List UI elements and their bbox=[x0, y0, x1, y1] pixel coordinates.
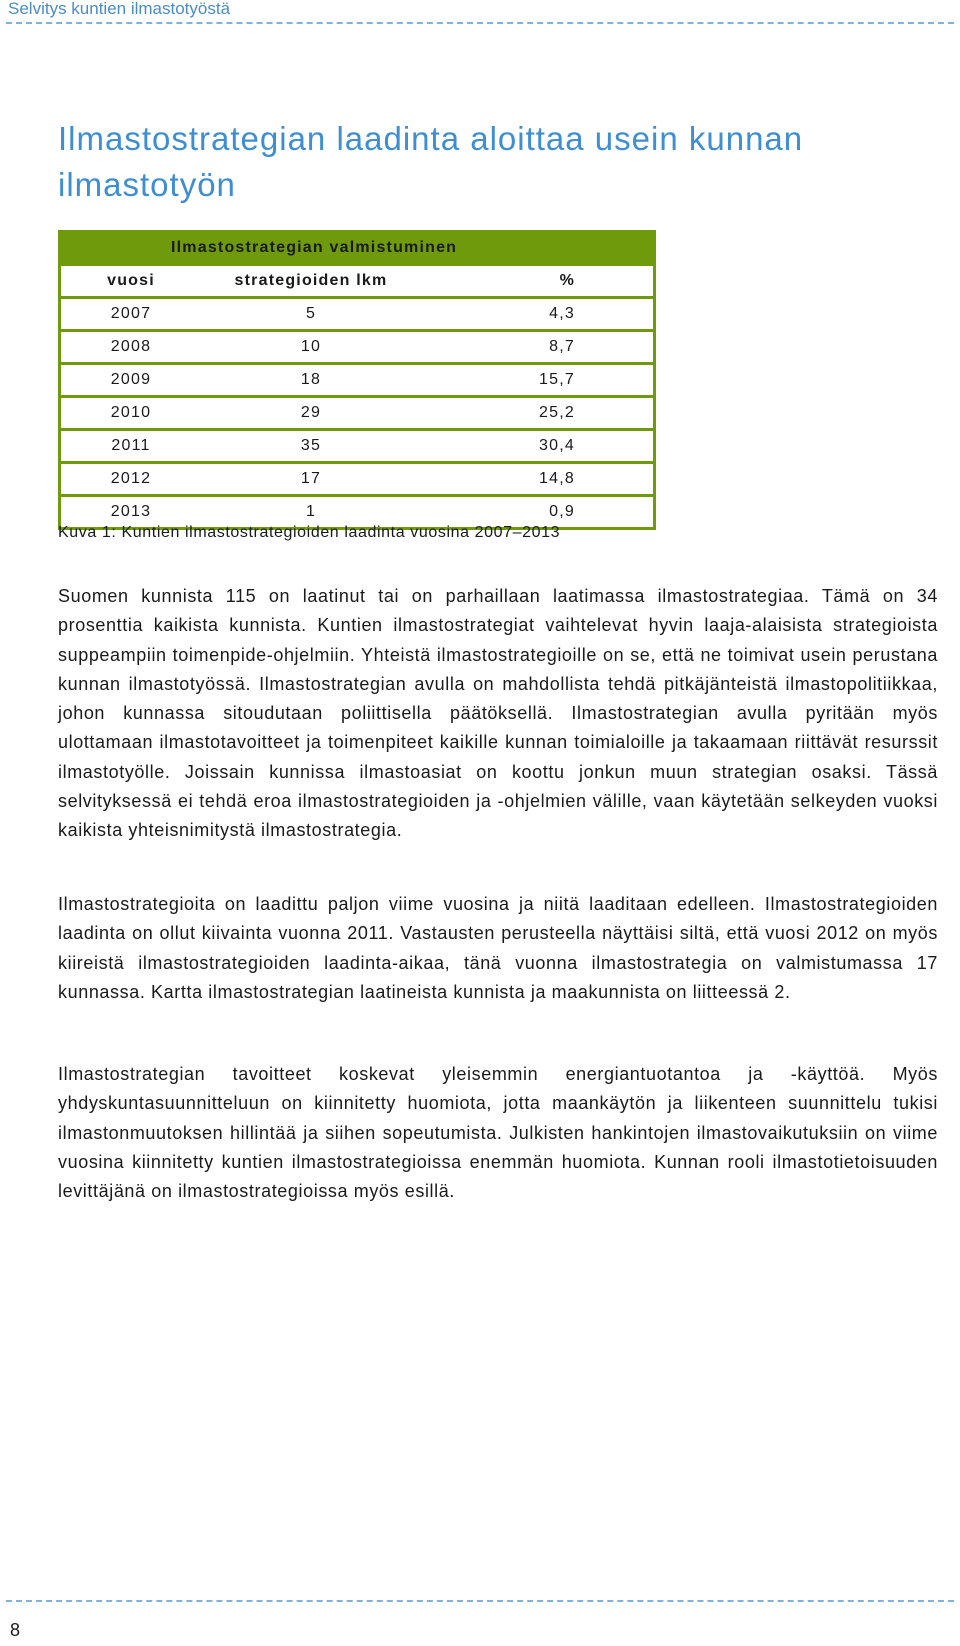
column-header-percent: % bbox=[421, 266, 653, 299]
cell-count: 35 bbox=[201, 431, 421, 464]
table-row bbox=[61, 299, 653, 332]
cell-year: 2007 bbox=[61, 299, 201, 332]
cell-percent: 4,3 bbox=[421, 299, 653, 332]
cell-percent: 25,2 bbox=[421, 398, 653, 431]
cell-count: 17 bbox=[201, 464, 421, 497]
cell-percent: 15,7 bbox=[421, 365, 653, 398]
cell-count: 29 bbox=[201, 398, 421, 431]
header-divider bbox=[6, 22, 954, 24]
body-paragraph-3: Ilmastostrategian tavoitteet koskevat yleisemmin energiantuotantoa ja -käyttöä. Myös yhdyskuntasuunnitteluun on kiinnitetty huomiota, jotta maankäytön ja liikenteen suunnittelu tukisi ilmastonmuutoksen hillintää ja siihen sopeutumista. Julkisten hankintojen ilmastovaikutuksiin on viime vuosina kiinnitetty kuntien ilmastostrategioissa enemmän huomiota. Kunnan rooli ilmastotietoisuuden levittäjänä on ilmastostrategioissa myös esillä. bbox=[58, 1064, 938, 1202]
cell-count: 18 bbox=[201, 365, 421, 398]
body-paragraph-2: Ilmastostrategioita on laadittu paljon viime vuosina ja niitä laaditaan edelleen. Ilmastostrategioiden laadinta on ollut kiivainta vuonna 2011. Vastausten perusteella näyttäisi siltä, että vuosi 2012 on myös kiireistä ilmastostrategioiden laadinta-aikaa, tänä vuonna ilmastostrategia on valmistumassa 17 kunnassa. Kartta ilmastostrategian laatineista kunnista ja maakunnista on liitteessä 2. bbox=[58, 894, 938, 1002]
table-row bbox=[61, 332, 653, 365]
body-paragraph-1: Suomen kunnista 115 on laatinut tai on parhaillaan laatimassa ilmastostrategiaa. Tämä on 34 prosenttia kaikista kunnista. Kuntien ilmastostrategiat vaihtelevat hyvin laaja-alaisista strategioista suppeampiin toimenpide-ohjelmiin. Yhteistä ilmastostrategioille on se, että ne toimivat usein perustana kunnan ilmastotyössä. Ilmastostrategian avulla on mahdollista tehdä pitkäjänteistä ilmastopolitiikkaa, johon kunnassa sitoudutaan poliittisella päätöksellä. Ilmastostrategian avulla pyritään myös ulottamaan ilmastotavoitteet ja toimenpiteet kaikille kunnan toimialoille ja takaamaan riittävät resurssit ilmastotyölle. Joissain kunnissa ilmastoasiat on koottu jonkun muun strategian osaksi. Tässä selvityksessä ei tehdä eroa ilmastostrategioiden ja -ohjelmien välille, vaan käytetään selkeyden vuoksi kaikista yhteisnimitystä ilmastostrategia. bbox=[58, 586, 938, 841]
cell-year: 2012 bbox=[61, 464, 201, 497]
table-row bbox=[61, 497, 653, 527]
column-header-year: vuosi bbox=[61, 266, 201, 299]
page-title: Ilmastostrategian laadinta aloittaa usein kunnan ilmastotyön bbox=[58, 120, 804, 203]
table-row bbox=[61, 365, 653, 398]
table-row bbox=[61, 464, 653, 497]
figure-caption: Kuva 1: Kuntien ilmastostrategioiden laadinta vuosina 2007–2013 bbox=[58, 524, 561, 541]
strategy-table bbox=[58, 230, 656, 530]
running-header: Selvitys kuntien ilmastotyöstä bbox=[8, 0, 231, 18]
cell-year: 2013 bbox=[61, 497, 201, 527]
table-caption: Ilmastostrategian valmistuminen bbox=[61, 233, 653, 266]
cell-count: 5 bbox=[201, 299, 421, 332]
cell-percent: 8,7 bbox=[421, 332, 653, 365]
cell-year: 2010 bbox=[61, 398, 201, 431]
footer-divider bbox=[6, 1600, 954, 1602]
cell-percent: 30,4 bbox=[421, 431, 653, 464]
cell-percent: 14,8 bbox=[421, 464, 653, 497]
cell-count: 10 bbox=[201, 332, 421, 365]
page-number: 8 bbox=[10, 1620, 21, 1640]
table-row bbox=[61, 431, 653, 464]
cell-year: 2011 bbox=[61, 431, 201, 464]
table-row bbox=[61, 398, 653, 431]
cell-year: 2009 bbox=[61, 365, 201, 398]
cell-year: 2008 bbox=[61, 332, 201, 365]
column-header-count: strategioiden lkm bbox=[201, 266, 421, 299]
cell-count: 1 bbox=[201, 497, 421, 527]
cell-percent: 0,9 bbox=[421, 497, 653, 527]
